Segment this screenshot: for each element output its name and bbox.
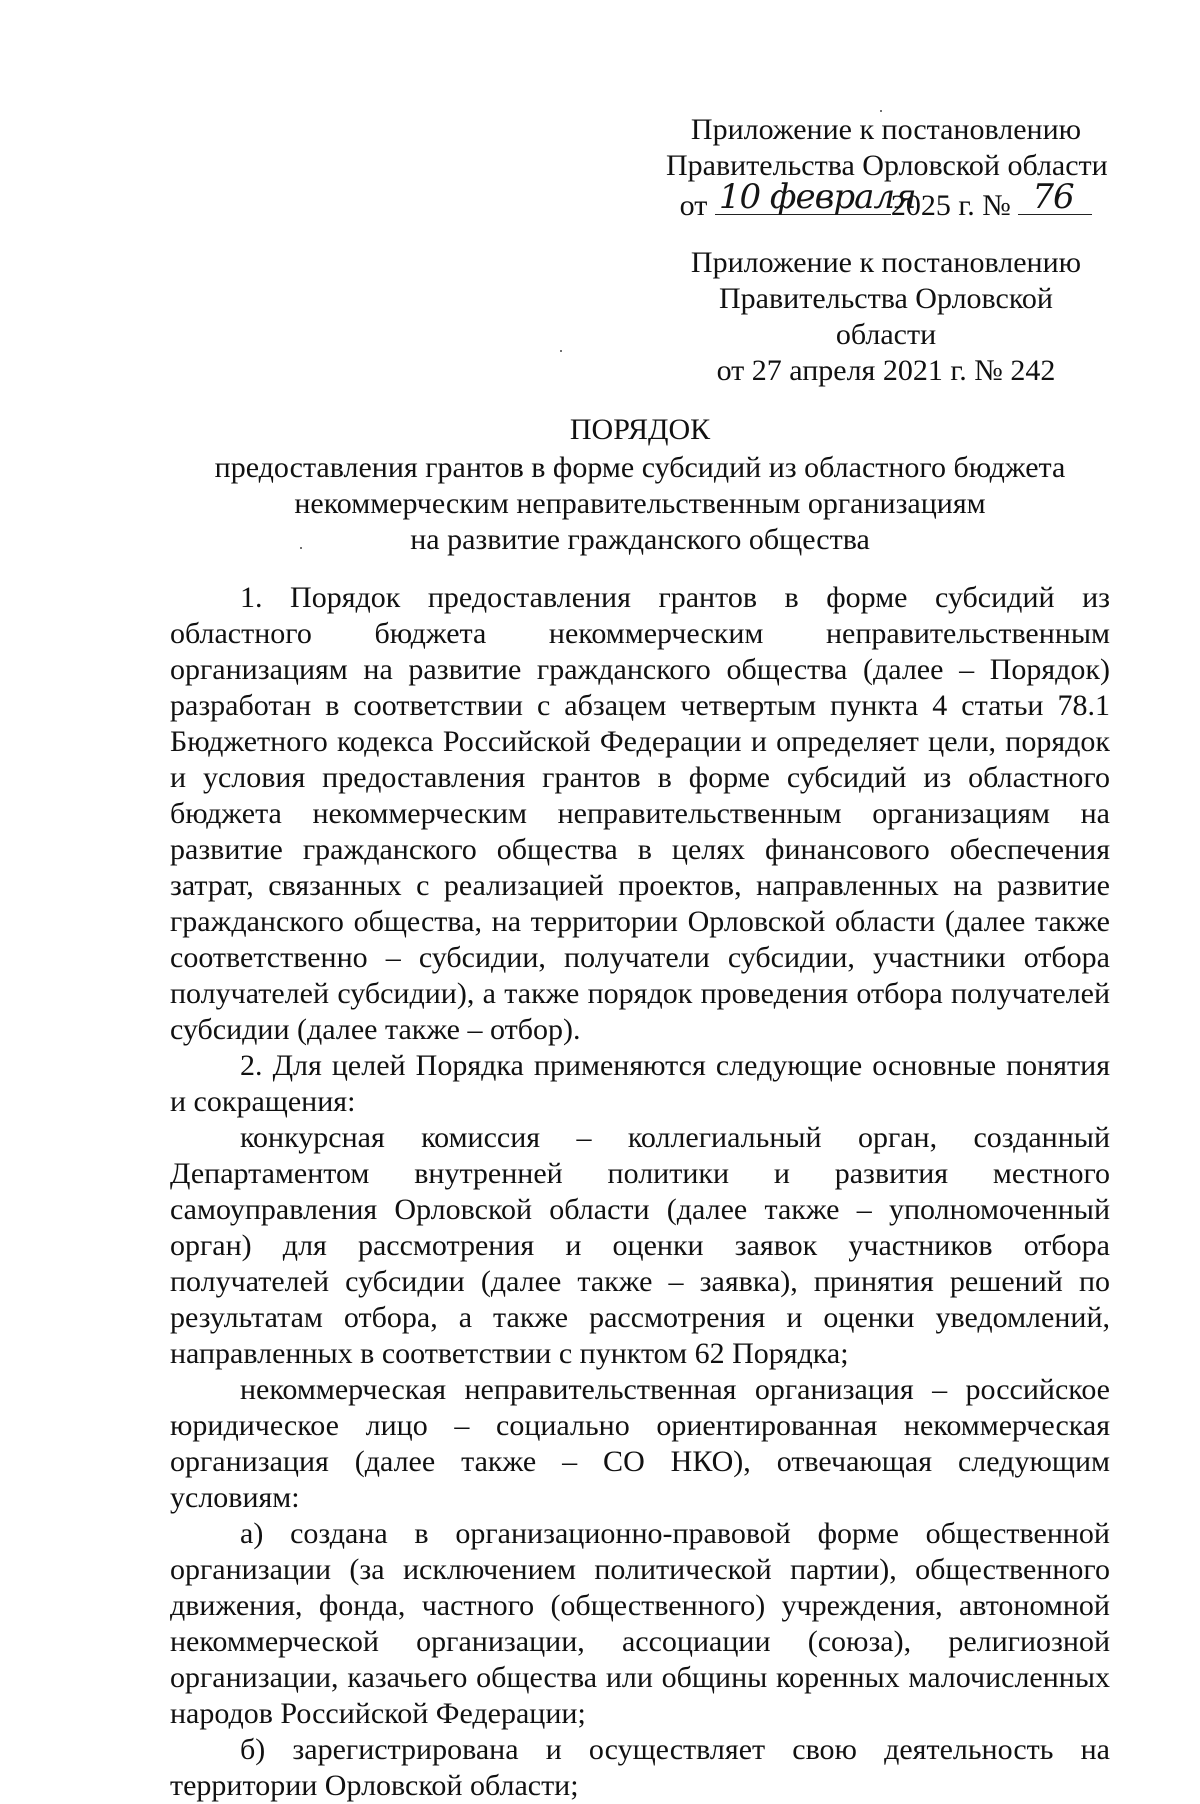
handwritten-number: 76 — [1032, 177, 1074, 217]
header-original-line-3: от 27 апреля 2021 г. № 242 — [716, 354, 1056, 387]
handwritten-date-field — [715, 177, 916, 217]
scan-speck — [880, 110, 882, 112]
condition-b: б) зарегистрирована и осуществляет свою деятельность на территории Орловской области; — [170, 1733, 1110, 1802]
definition-nongovernmental-organization: некоммерческая неправительственная организация – российское юридическое лицо – социально ориентированная некоммерческая организация (далее также – СО НКО), отвечающая следующим условиям: — [170, 1373, 1110, 1514]
header-line-2: Правительства Орловской области — [666, 149, 1108, 182]
header-date-line — [666, 177, 1106, 224]
definition-competition-commission: конкурсная комиссия – коллегиальный орган, созданный Департаментом внутренней политики и развития местного самоуправления Орловской области (далее также – уполномоченный орган) для рассмотрения и оценки заявок участников отбора получателей субсидии (далее также – заявка), принятия решений по результатам отбора, а также рассмотрения и оценки уведомлений, направленных в соответствии с пунктом 62 Порядка; — [170, 1121, 1110, 1370]
handwritten-date: 10 февраля — [718, 177, 916, 217]
document-title-block — [170, 412, 1110, 558]
header-original-line-2: Правительства Орловской области — [719, 282, 1053, 351]
date-prefix: от — [679, 189, 708, 222]
header-line-1: Приложение к постановлению — [690, 113, 1082, 146]
paragraph-2: 2. Для целей Порядка применяются следующие основные понятия и сокращения: — [170, 1049, 1110, 1118]
condition-a: а) создана в организационно-правовой форме общественной организации (за исключением политической партии), общественного движения, фонда, частного (общественного) учреждения, автономной некоммерческой организации, ассоциации (союза), религиозной организации, казачьего общества или общины коренных малочисленных народов Российской Федерации; — [170, 1517, 1110, 1730]
date-suffix: 2025 г. № — [890, 189, 1011, 222]
document-subtitle-line-3: на развитие гражданского общества — [410, 523, 870, 556]
scan-speck — [560, 350, 562, 352]
handwritten-number-field — [1018, 177, 1092, 217]
document-body — [170, 580, 1110, 1804]
document-title: ПОРЯДОК — [569, 413, 711, 446]
attachment-header-original — [666, 245, 1106, 389]
paragraph-1: 1. Порядок предоставления грантов в форме субсидий из областного бюджета некоммерческим неправительственным организациям на развитие гражданского общества (далее – Порядок) разработан в соответствии с абзацем четвертым пункта 4 статьи 78.1 Бюджетного кодекса Российской Федерации и определяет цели, порядок и условия предоставления грантов в форме субсидий из областного бюджета некоммерческим неправительственным организациям на развитие гражданского общества в целях финансового обеспечения затрат, связанных с реализацией проектов, направленных на развитие гражданского общества, на территории Орловской области (далее также соответственно – субсидии, получатели субсидии, участники отбора получателей субсидии), а также порядок проведения отбора получателей субсидии (далее также – отбор). — [170, 581, 1110, 1046]
document-subtitle-line-1: предоставления грантов в форме субсидий из областного бюджета — [214, 451, 1066, 484]
scan-speck — [300, 547, 302, 549]
document-subtitle-line-2: некоммерческим неправительственным организациям — [294, 487, 986, 520]
attachment-header-current — [666, 112, 1106, 224]
header-original-line-1: Приложение к постановлению — [690, 246, 1082, 279]
